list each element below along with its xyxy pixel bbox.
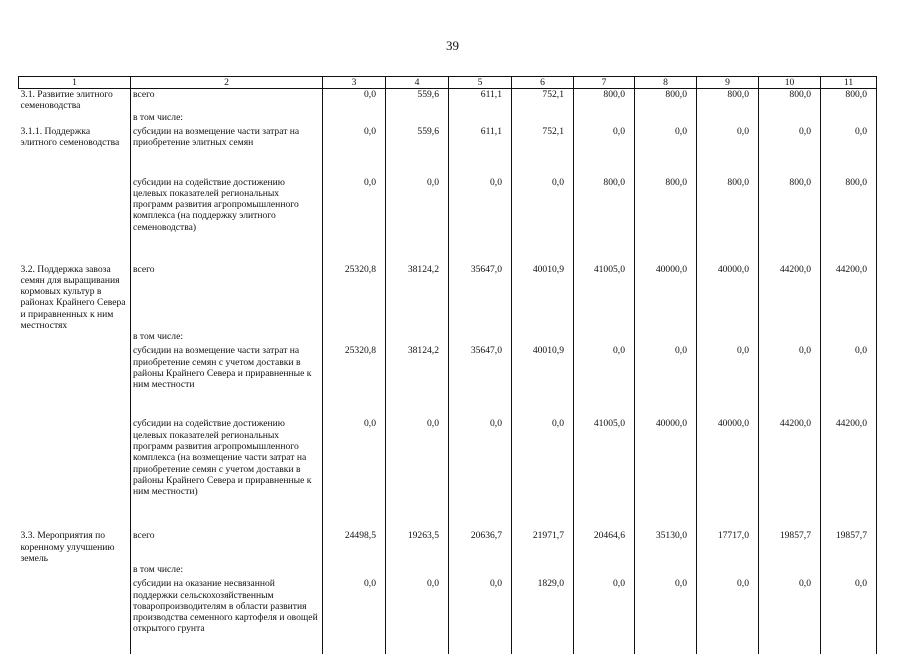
row-description: субсидии на оказание несвязанной поддержки сельскохозяйственным товаропроизводителям в области развития производства семенного картофеля и овощей открытого грунта [131,578,323,654]
value-cell [386,564,449,578]
value-cell [759,564,821,578]
column-header: 4 [386,77,449,89]
value-cell: 44200,0 [759,264,821,332]
value-cell: 800,0 [574,89,635,112]
row-description: в том числе: [131,112,323,126]
value-cell: 559,6 [386,89,449,112]
value-cell: 0,0 [449,177,512,264]
column-header: 3 [323,77,386,89]
value-cell: 44200,0 [759,418,821,530]
value-cell: 0,0 [449,418,512,530]
value-cell [821,564,877,578]
value-cell: 40000,0 [635,264,697,332]
table-row [19,564,877,578]
value-cell: 0,0 [323,177,386,264]
value-cell [821,331,877,345]
column-header: 8 [635,77,697,89]
value-cell: 44200,0 [821,418,877,530]
value-cell: 40000,0 [697,418,759,530]
value-cell [323,564,386,578]
value-cell: 17717,0 [697,530,759,564]
value-cell: 559,6 [386,126,449,177]
table-row [19,345,877,418]
value-cell: 611,1 [449,89,512,112]
value-cell [512,331,574,345]
value-cell: 0,0 [323,578,386,654]
value-cell: 35130,0 [635,530,697,564]
table-body [19,89,877,654]
table-row [19,89,877,112]
value-cell [574,112,635,126]
value-cell: 25320,8 [323,264,386,332]
budget-table [18,76,877,654]
value-cell: 19263,5 [386,530,449,564]
value-cell [323,112,386,126]
value-cell: 35647,0 [449,264,512,332]
value-cell: 21971,7 [512,530,574,564]
table-row [19,418,877,530]
value-cell: 24498,5 [323,530,386,564]
row-label: 3.1.1. Поддержка элитного семеноводства [19,126,131,177]
row-description: в том числе: [131,331,323,345]
value-cell: 800,0 [697,177,759,264]
column-header: 5 [449,77,512,89]
value-cell: 0,0 [323,89,386,112]
value-cell: 40000,0 [635,418,697,530]
value-cell: 0,0 [759,126,821,177]
table-row [19,112,877,126]
row-label [19,177,131,264]
row-label: 3.3. Мероприятия по коренному улучшению земель [19,530,131,564]
value-cell: 0,0 [323,126,386,177]
table-row [19,126,877,177]
value-cell [574,564,635,578]
value-cell: 800,0 [574,177,635,264]
value-cell [449,331,512,345]
value-cell [697,331,759,345]
value-cell [512,564,574,578]
value-cell: 0,0 [697,345,759,418]
value-cell: 0,0 [449,578,512,654]
row-description: в том числе: [131,564,323,578]
table-row [19,530,877,564]
value-cell [386,112,449,126]
value-cell: 752,1 [512,126,574,177]
value-cell [574,331,635,345]
value-cell: 0,0 [386,578,449,654]
value-cell: 0,0 [512,177,574,264]
value-cell: 1829,0 [512,578,574,654]
row-label [19,112,131,126]
column-header-row [19,77,877,89]
value-cell: 44200,0 [821,264,877,332]
value-cell: 0,0 [323,418,386,530]
value-cell: 0,0 [386,418,449,530]
row-label [19,578,131,654]
value-cell: 0,0 [759,578,821,654]
value-cell [449,112,512,126]
row-description: субсидии на содействие достижению целевых показателей региональных программ развития агропромышленного комплекса (на возмещение части затрат на приобретение семян с учетом доставки в районы Крайнего Севера и приравненные к ним местности) [131,418,323,530]
value-cell: 41005,0 [574,264,635,332]
row-description: субсидии на содействие достижению целевых показателей региональных программ развития агропромышленного комплекса (на поддержку элитного семеноводства) [131,177,323,264]
table-row [19,177,877,264]
value-cell: 800,0 [821,89,877,112]
table-row [19,331,877,345]
value-cell [759,331,821,345]
value-cell: 0,0 [386,177,449,264]
value-cell [635,112,697,126]
value-cell: 800,0 [697,89,759,112]
page-number: 39 [0,38,905,54]
value-cell: 40010,9 [512,264,574,332]
value-cell [386,331,449,345]
column-header: 7 [574,77,635,89]
value-cell [449,564,512,578]
column-header: 10 [759,77,821,89]
value-cell: 0,0 [635,126,697,177]
value-cell: 0,0 [821,126,877,177]
value-cell: 0,0 [697,578,759,654]
value-cell: 38124,2 [386,345,449,418]
value-cell [697,112,759,126]
row-description: субсидии на возмещение части затрат на приобретение элитных семян [131,126,323,177]
row-description: субсидии на возмещение части затрат на приобретение семян с учетом доставки в районы Крайнего Севера и приравненные к ним местности [131,345,323,418]
value-cell: 0,0 [574,345,635,418]
value-cell: 0,0 [574,578,635,654]
value-cell: 611,1 [449,126,512,177]
value-cell: 38124,2 [386,264,449,332]
value-cell: 20464,6 [574,530,635,564]
value-cell: 25320,8 [323,345,386,418]
row-label [19,564,131,578]
value-cell: 41005,0 [574,418,635,530]
row-label [19,331,131,345]
row-label [19,418,131,530]
value-cell: 800,0 [759,89,821,112]
row-label: 3.1. Развитие элитного семеноводства [19,89,131,112]
value-cell: 800,0 [759,177,821,264]
row-label [19,345,131,418]
value-cell: 0,0 [574,126,635,177]
row-description: всего [131,530,323,564]
value-cell: 800,0 [821,177,877,264]
value-cell [759,112,821,126]
value-cell: 0,0 [512,418,574,530]
value-cell: 35647,0 [449,345,512,418]
column-header: 9 [697,77,759,89]
value-cell: 0,0 [821,345,877,418]
value-cell [323,331,386,345]
value-cell: 19857,7 [821,530,877,564]
value-cell: 40010,9 [512,345,574,418]
value-cell [512,112,574,126]
value-cell: 800,0 [635,177,697,264]
value-cell: 752,1 [512,89,574,112]
row-description: всего [131,89,323,112]
value-cell: 0,0 [697,126,759,177]
column-header: 2 [131,77,323,89]
value-cell: 800,0 [635,89,697,112]
value-cell: 0,0 [635,345,697,418]
value-cell: 0,0 [635,578,697,654]
value-cell: 0,0 [759,345,821,418]
value-cell [635,564,697,578]
value-cell: 0,0 [821,578,877,654]
column-header: 1 [19,77,131,89]
row-label: 3.2. Поддержка завоза семян для выращивания кормовых культур в районах Крайнего Севера и приравненных к ним местностях [19,264,131,332]
value-cell [635,331,697,345]
value-cell: 20636,7 [449,530,512,564]
value-cell [697,564,759,578]
table-row [19,264,877,332]
table-row [19,578,877,654]
value-cell: 19857,7 [759,530,821,564]
column-header: 11 [821,77,877,89]
value-cell [821,112,877,126]
value-cell: 40000,0 [697,264,759,332]
column-header: 6 [512,77,574,89]
row-description: всего [131,264,323,332]
